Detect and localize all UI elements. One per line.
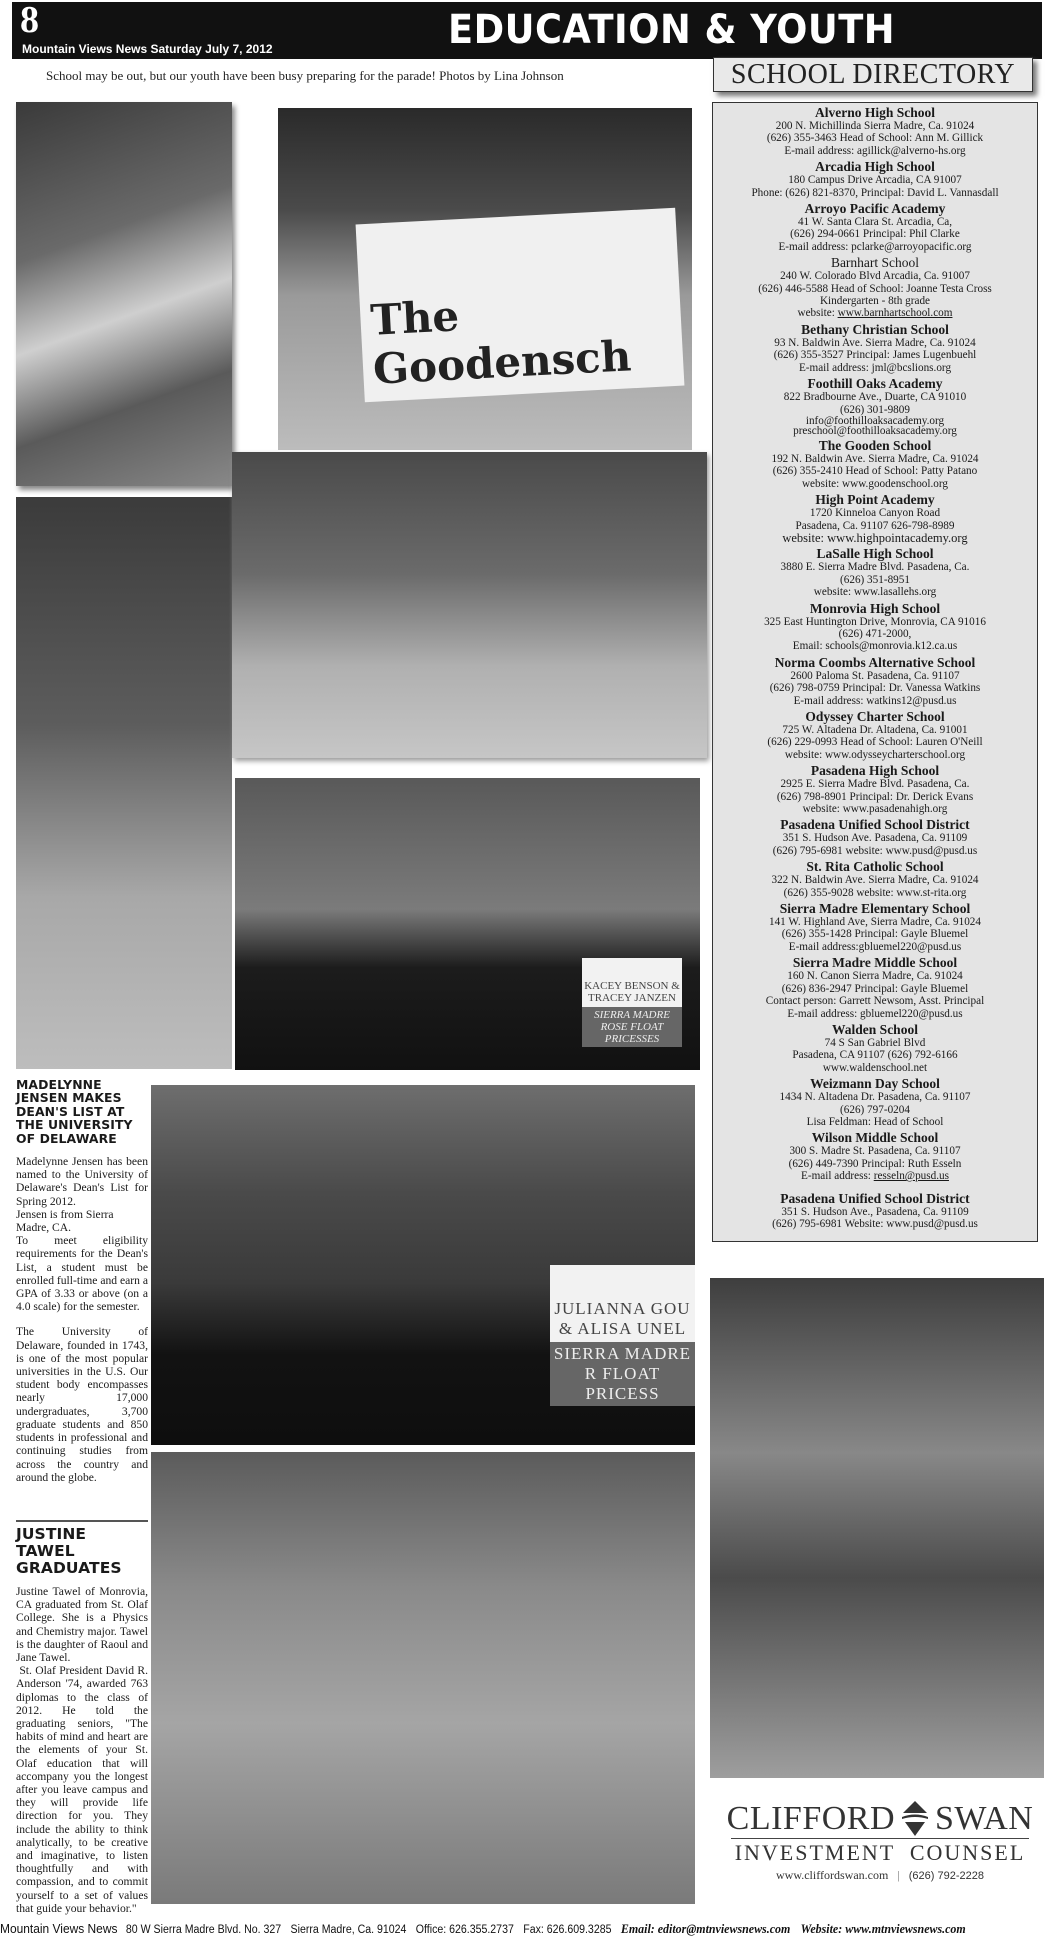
school-line: (626) 355-1428 Principal: Gayle Bluemel bbox=[781, 928, 969, 941]
school-line: 725 W. Altadena Dr. Altadena, Ca. 91001 bbox=[782, 724, 968, 736]
photo-roller-skates bbox=[16, 497, 232, 1069]
school-line: (626) 798-0759 Principal: Dr. Vanessa Watkins bbox=[769, 682, 981, 695]
school-line: preschool@foothilloaksacademy.org bbox=[793, 424, 957, 437]
article-headline: JUSTINE TAWEL GRADUATES bbox=[16, 1525, 122, 1577]
school-line: E-mail address: gbluemel220@pusd.us bbox=[787, 1007, 963, 1020]
school-entry bbox=[717, 859, 1033, 899]
school-line: 41 W. Santa Clara St. Arcadia, Ca, bbox=[797, 216, 953, 229]
school-entry bbox=[717, 159, 1033, 199]
school-line: (626) 355-3463 Head of School: Ann M. Gillick bbox=[766, 132, 984, 145]
school-line: (626) 355-2410 Head of School: Patty Patano bbox=[772, 465, 978, 478]
school-entry bbox=[717, 546, 1033, 598]
school-name: Bethany Christian School bbox=[801, 321, 949, 337]
article-headline: MADELYNNE JENSEN MAKES DEAN'S LIST AT THE UNIVERSITY OF DELAWARE bbox=[16, 1077, 133, 1146]
school-entry bbox=[717, 601, 1033, 653]
photo-drummers bbox=[232, 452, 707, 758]
school-entry bbox=[717, 1191, 1033, 1231]
school-line: E-mail address: watkins12@pusd.us bbox=[793, 694, 957, 707]
school-name: Barnhart School bbox=[830, 255, 920, 271]
school-directory-title: SCHOOL DIRECTORY bbox=[713, 57, 1033, 92]
ad-subtitle: INVESTMENT COUNSEL bbox=[734, 1840, 1026, 1865]
article-tawel bbox=[16, 1520, 151, 1915]
page-number: 8 bbox=[20, 0, 39, 41]
school-line: (626) 294-0661 Principal: Phil Clarke bbox=[790, 228, 960, 241]
ad-phone: (626) 792-2228 bbox=[908, 1870, 984, 1882]
school-name: Weizmann Day School bbox=[810, 1076, 940, 1092]
ad-divider bbox=[731, 1838, 1029, 1839]
school-entry bbox=[717, 709, 1033, 761]
school-line: 93 N. Baldwin Ave. Sierra Madre, Ca. 91024 bbox=[774, 336, 976, 349]
school-name: LaSalle High School bbox=[816, 546, 934, 562]
footer-office: Office: 626.355.2737 bbox=[415, 1924, 514, 1936]
school-line: E-mail address: pclarke@arroyopacific.org bbox=[778, 240, 972, 253]
school-entry bbox=[717, 763, 1033, 815]
school-name: Alverno High School bbox=[814, 105, 935, 120]
article-paragraph: Justine Tawel of Monrovia, CA graduated from St. Olaf College. She is a Physics and Chemistry major. Tawel is the daughter of Raoul and Jane Tawel. bbox=[16, 1585, 148, 1665]
school-name: Arroyo Pacific Academy bbox=[804, 201, 946, 217]
school-name: Sierra Madre Elementary School bbox=[779, 901, 971, 917]
school-line: Phone: (626) 821-8370, Principal: David L. Vannasdall bbox=[751, 186, 999, 199]
school-name: Arcadia High School bbox=[815, 159, 935, 175]
school-line: E-mail address: agillick@alverno-hs.org bbox=[784, 144, 966, 157]
school-line: (626) 301-9809 bbox=[840, 403, 910, 416]
article-paragraph: Madelynne Jensen has been named to the University of Delaware's Dean's List for Spring 2012. bbox=[16, 1155, 148, 1208]
school-directory bbox=[712, 102, 1038, 1242]
school-line: E-mail address: jml@bcslions.org bbox=[798, 361, 952, 374]
school-name: Norma Coombs Alternative School bbox=[774, 654, 976, 670]
footer-fax: Fax: 626.609.3285 bbox=[523, 1924, 612, 1936]
school-entry bbox=[717, 322, 1033, 374]
school-line: Pasadena, CA 91107 (626) 792-6166 bbox=[792, 1049, 958, 1062]
footer-city: Sierra Madre, Ca. 91024 bbox=[290, 1924, 407, 1936]
intro-caption: School may be out, but our youth have been busy preparing for the parade! Photos by Lina Johnson bbox=[46, 68, 564, 83]
school-line: (626) 836-2947 Principal: Gayle Bluemel bbox=[781, 982, 969, 995]
school-line: 240 W. Colorado Blvd Arcadia, Ca. 91007 bbox=[780, 270, 970, 283]
ad-left-word: CLIFFORD bbox=[726, 1800, 896, 1837]
school-entry bbox=[717, 1076, 1033, 1128]
school-line: website: www.odysseycharterschool.org bbox=[784, 748, 966, 761]
school-line: (626) 795-6981 website: www.pusd@pusd.us bbox=[772, 844, 978, 857]
swan-diamond-icon bbox=[901, 1801, 929, 1837]
photo-statue-of-liberty-kids bbox=[151, 1452, 695, 1904]
school-line: 2925 E. Sierra Madre Blvd. Pasadena, Ca. bbox=[780, 778, 970, 791]
school-line: 2600 Paloma St. Pasadena, Ca. 91107 bbox=[790, 669, 960, 682]
school-entry bbox=[717, 492, 1033, 544]
school-line: (626) 351-8951 bbox=[840, 573, 910, 586]
school-line: (626) 229-0993 Head of School: Lauren O'Neill bbox=[767, 736, 983, 749]
school-entry bbox=[717, 955, 1033, 1020]
ad-right-word: SWAN bbox=[935, 1800, 1034, 1837]
school-website-line: website: www.barnhartschool.com bbox=[797, 307, 953, 320]
ad-website[interactable]: www.cliffordswan.com bbox=[776, 1868, 889, 1882]
school-entry bbox=[717, 1022, 1033, 1074]
princess-sign bbox=[582, 958, 682, 1044]
school-name: Pasadena Unified School District bbox=[780, 1190, 970, 1206]
school-line: Lisa Feldman: Head of School bbox=[806, 1115, 944, 1128]
school-line: Kindergarten - 8th grade bbox=[819, 295, 931, 308]
school-line: website: www.goodenschool.org bbox=[801, 477, 949, 490]
school-name: Pasadena Unified School District bbox=[780, 817, 970, 833]
school-entry bbox=[717, 817, 1033, 857]
photo-float-princesses-porsche bbox=[235, 778, 700, 1070]
ad-wordmark bbox=[725, 1800, 1035, 1838]
school-line: (626) 355-3527 Principal: James Lugenbuehl bbox=[773, 349, 977, 362]
school-line: 1434 N. Altadena Dr. Pasadena, Ca. 91107 bbox=[779, 1091, 971, 1104]
ad-separator: | bbox=[897, 1868, 900, 1882]
school-line: 322 N. Baldwin Ave. Sierra Madre, Ca. 91024 bbox=[771, 874, 979, 887]
article-paragraph: The University of Delaware, founded in 1743, is one of the most popular universities in the U.S. Our student body encompasses nearly 17,000 undergraduates, 3,700 graduate students and 850 students in professional and continuing studies from across the country and around the globe. bbox=[16, 1325, 148, 1484]
school-entry bbox=[717, 901, 1033, 953]
photo-cub-scout-bike bbox=[710, 1278, 1044, 1778]
footer-email[interactable]: Email: editor@mtnviewsnews.com bbox=[620, 1921, 791, 1936]
school-line: www.waldenschool.net bbox=[822, 1061, 928, 1074]
school-name: St. Rita Catholic School bbox=[806, 859, 944, 875]
school-line: 74 S San Gabriel Blvd bbox=[824, 1036, 926, 1049]
school-line: website: www.lasallehs.org bbox=[813, 586, 937, 599]
photo-float-princesses-convertible bbox=[151, 1085, 695, 1445]
gooden-banner-text: The Goodensch bbox=[369, 291, 633, 394]
sign-names: JULIANNA GOU & ALISA UNEL bbox=[554, 1299, 691, 1338]
school-entry bbox=[717, 438, 1033, 490]
sign-names: KACEY BENSON & TRACEY JANZEN bbox=[584, 980, 680, 1004]
section-title: EDUCATION & YOUTH bbox=[448, 7, 896, 53]
photo-gooden-school-banner bbox=[278, 108, 692, 450]
school-line: 300 S. Madre St. Pasadena, Ca. 91107 bbox=[789, 1145, 961, 1158]
school-name: Sierra Madre Middle School bbox=[792, 955, 958, 971]
school-entry bbox=[717, 105, 1033, 157]
school-name: Foothill Oaks Academy bbox=[807, 376, 943, 392]
school-entry bbox=[717, 1130, 1033, 1182]
sign-band: SIERRA MADRE ROSE FLOAT PRICESSES bbox=[582, 1007, 682, 1047]
school-line: 200 N. Michillinda Sierra Madre, Ca. 91024 bbox=[775, 120, 975, 132]
school-line: 180 Campus Drive Arcadia, CA 91007 bbox=[788, 174, 962, 187]
photo-girl-with-flags bbox=[16, 102, 232, 486]
school-line: 351 S. Hudson Ave. Pasadena, Ca. 91109 bbox=[782, 832, 968, 845]
article-jensen bbox=[16, 1078, 148, 1484]
article-paragraph: To meet eligibility requirements for the Dean's List, a student must be enrolled full-time and earn a GPA of 3.33 or above (on a 4.0 scale) for the semester. bbox=[16, 1234, 148, 1314]
ad-contact bbox=[725, 1868, 1035, 1883]
school-line: (626) 355-9028 website: www.st-rita.org bbox=[783, 886, 967, 899]
school-line: website: www.pasadenahigh.org bbox=[802, 803, 948, 816]
school-line: 192 N. Baldwin Ave. Sierra Madre, Ca. 91024 bbox=[771, 452, 979, 465]
school-entry bbox=[717, 655, 1033, 707]
princess-sign bbox=[550, 1265, 695, 1403]
school-name: Walden School bbox=[832, 1021, 918, 1037]
school-line: E-mail address:gbluemel220@pusd.us bbox=[788, 940, 962, 953]
school-entry bbox=[717, 376, 1033, 436]
footer-address: 80 W Sierra Madre Blvd. No. 327 bbox=[125, 1924, 282, 1936]
school-email-line: E-mail address: resseln@pusd.us bbox=[801, 1170, 949, 1183]
article-paragraph: St. Olaf President David R. Anderson '74, awarded 763 diplomas to the class of 2012. He told the graduating seniors, "The habits of mind and heart are the elements of your St. Olaf education that will accompany you the longest after you leave campus and they will provide life direction for you. They include the ability to think analytically, to be creative and imaginative, to listen thoughtfully and with compassion, and to commit yourself to a set of values that guide your behavior." bbox=[16, 1664, 151, 1915]
school-line: (626) 795-6981 Website: www.pusd@pusd.us bbox=[772, 1217, 978, 1230]
school-line: (626) 471-2000, bbox=[838, 627, 912, 640]
school-website-link[interactable]: www.barnhartschool.com bbox=[837, 307, 953, 320]
school-line: 351 S. Hudson Ave., Pasadena, Ca. 91109 bbox=[781, 1205, 969, 1218]
footer-website[interactable]: Website: www.mtnviewsnews.com bbox=[800, 1921, 966, 1936]
school-line: 160 N. Canon Sierra Madre, Ca. 91024 bbox=[787, 970, 963, 983]
article-paragraph: Jensen is from Sierra Madre, CA. bbox=[16, 1207, 114, 1235]
school-line: 1720 Kinneloa Canyon Road bbox=[809, 507, 941, 520]
school-entry bbox=[717, 201, 1033, 253]
school-line: Pasadena, Ca. 91107 626-798-8989 bbox=[795, 519, 955, 532]
school-line: 141 W. Highland Ave, Sierra Madre, Ca. 91024 bbox=[768, 916, 981, 929]
school-line: Email: schools@monrovia.k12.ca.us bbox=[792, 640, 958, 653]
publication-line: Mountain Views News Saturday July 7, 2012 bbox=[22, 42, 273, 56]
footer-publication: Mountain Views News bbox=[0, 1921, 118, 1936]
school-line: (626) 446-5588 Head of School: Joanne Testa Cross bbox=[758, 282, 992, 295]
school-line: 3880 E. Sierra Madre Blvd. Pasadena, Ca. bbox=[780, 561, 970, 574]
school-entry bbox=[717, 255, 1033, 320]
school-line: Contact person: Garrett Newsom, Asst. Principal bbox=[765, 995, 985, 1008]
school-line: (626) 449-7390 Principal: Ruth Esseln bbox=[788, 1157, 962, 1170]
clifford-swan-ad[interactable] bbox=[725, 1800, 1035, 1885]
school-name: Pasadena High School bbox=[810, 763, 940, 779]
school-name: Monrovia High School bbox=[809, 600, 941, 616]
school-line: (626) 797-0204 bbox=[840, 1103, 910, 1116]
school-email-link[interactable]: resseln@pusd.us bbox=[873, 1170, 949, 1183]
school-name: Wilson Middle School bbox=[811, 1130, 939, 1146]
school-name: The Gooden School bbox=[818, 437, 932, 453]
sign-band: SIERRA MADRE R FLOAT PRICESS bbox=[550, 1342, 695, 1406]
school-name: Odyssey Charter School bbox=[805, 709, 945, 724]
school-line: info@foothilloaksacademy.org bbox=[805, 414, 945, 427]
school-line: (626) 798-8901 Principal: Dr. Derick Evans bbox=[776, 790, 974, 803]
masthead bbox=[12, 2, 1042, 59]
page-footer bbox=[0, 1921, 972, 1937]
school-name: High Point Academy bbox=[815, 492, 935, 508]
gooden-banner bbox=[356, 208, 685, 403]
school-line: 325 East Huntington Drive, Monrovia, CA 91016 bbox=[764, 615, 986, 628]
school-line: website: www.highpointacademy.org bbox=[782, 530, 968, 545]
school-line: 822 Bradbourne Ave., Duarte, CA 91010 bbox=[783, 391, 967, 404]
